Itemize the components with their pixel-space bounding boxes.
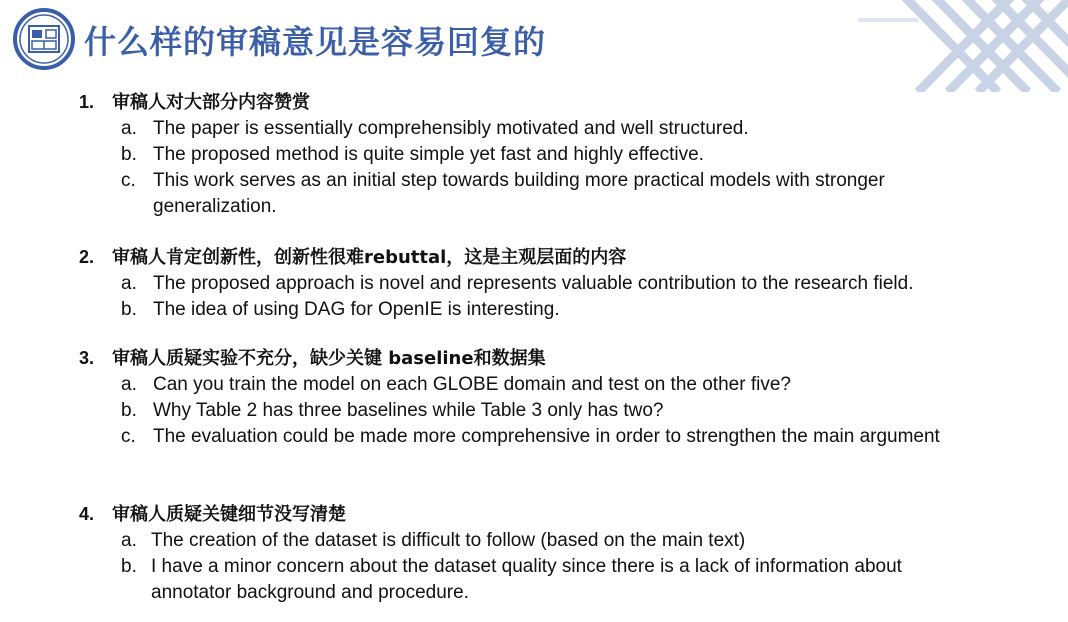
list-item	[79, 116, 983, 142]
item-letter: a.	[121, 273, 137, 294]
item-letter: b.	[121, 556, 137, 577]
item-letter: a.	[121, 530, 137, 551]
list-item	[79, 554, 981, 606]
section-number: 2.	[79, 247, 95, 267]
item-letter: c.	[121, 426, 136, 447]
item-text: The evaluation could be made more comprehensive in order to strengthen the main argument	[153, 426, 940, 447]
section-4	[79, 501, 981, 606]
slide-title: 什么样的审稿意见是容易回复的	[84, 23, 547, 61]
section-number: 3.	[79, 348, 95, 368]
list-item	[79, 271, 983, 297]
item-text: Why Table 2 has three baselines while Table 3 only has two?	[153, 400, 664, 421]
item-letter: b.	[121, 299, 137, 320]
list-item	[79, 297, 983, 323]
list-item	[79, 168, 983, 220]
section-number: 4.	[79, 504, 95, 524]
section-title: 审稿人对大部分内容赞赏	[112, 92, 310, 113]
item-letter: c.	[121, 170, 136, 191]
list-item	[79, 398, 983, 424]
item-letter: b.	[121, 144, 137, 165]
item-text: This work serves as an initial step towards building more practical models with stronger generalization.	[153, 170, 885, 217]
item-text: The proposed approach is novel and represents valuable contribution to the research field.	[153, 273, 914, 294]
section-2	[79, 244, 983, 323]
list-item	[79, 528, 981, 554]
item-text: The creation of the dataset is difficult to follow (based on the main text)	[151, 530, 746, 551]
section-number: 1.	[79, 92, 95, 112]
item-letter: a.	[121, 374, 137, 395]
item-letter: b.	[121, 400, 137, 421]
item-text: I have a minor concern about the dataset quality since there is a lack of information about annotator background and procedure.	[151, 556, 902, 603]
item-text: The proposed method is quite simple yet fast and highly effective.	[153, 144, 704, 165]
list-item	[79, 424, 983, 450]
section-title: 审稿人质疑关键细节没写清楚	[112, 504, 346, 525]
list-item	[79, 372, 983, 398]
item-letter: a.	[121, 118, 137, 139]
item-text: The idea of using DAG for OpenIE is interesting.	[153, 299, 560, 320]
item-text: Can you train the model on each GLOBE domain and test on the other five?	[153, 374, 791, 395]
section-3	[79, 345, 983, 450]
section-1	[79, 89, 983, 220]
corner-decoration	[858, 0, 1068, 92]
section-title: 审稿人质疑实验不充分，缺少关键 baseline和数据集	[112, 348, 546, 369]
university-logo-icon	[13, 8, 75, 70]
item-text: The paper is essentially comprehensibly motivated and well structured.	[153, 118, 749, 139]
section-title: 审稿人肯定创新性，创新性很难rebuttal，这是主观层面的内容	[112, 247, 627, 268]
list-item	[79, 142, 983, 168]
